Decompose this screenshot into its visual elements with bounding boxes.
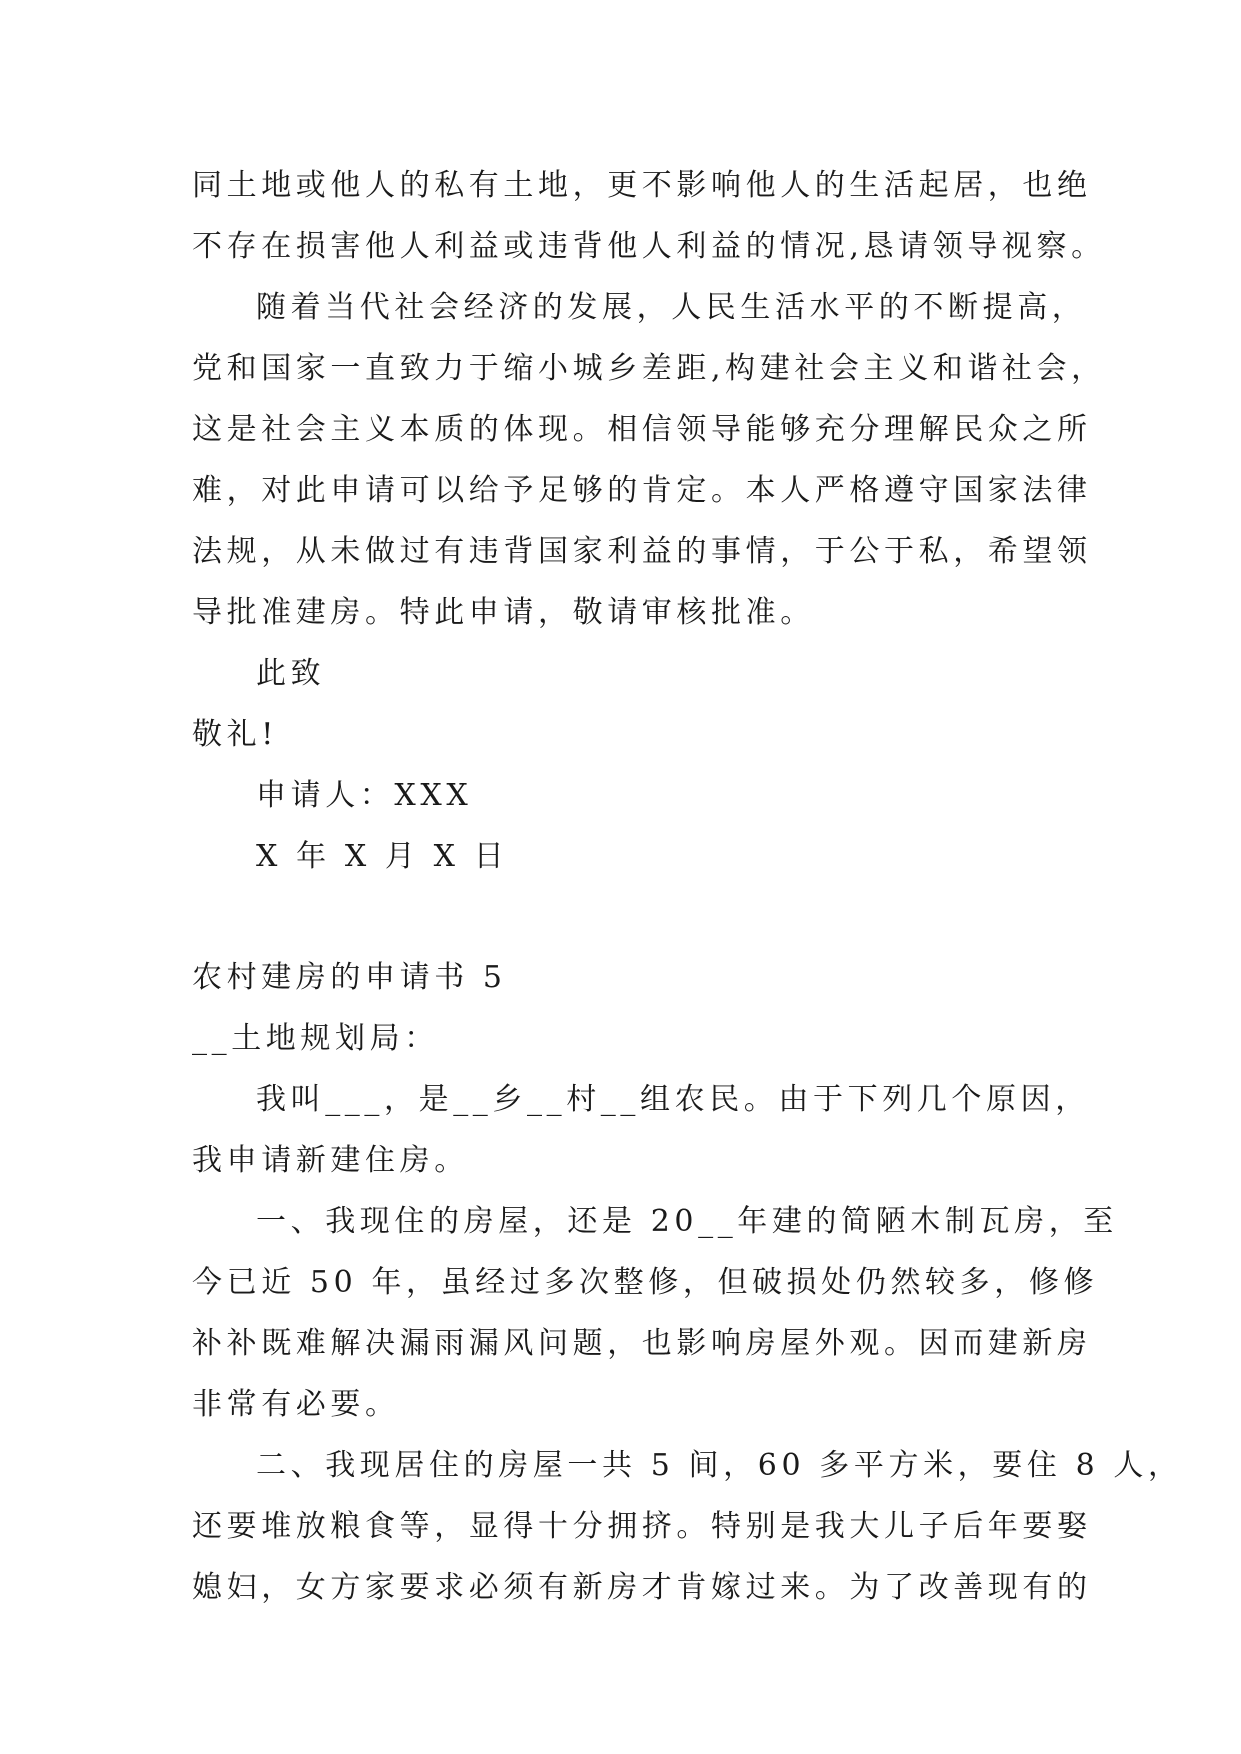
regards: 敬礼! (192, 717, 278, 752)
body-line: 今已近 50 年，虽经过多次整修，但破损处仍然较多，修修 (192, 1265, 1099, 1300)
section-title: 农村建房的申请书 5 (192, 960, 507, 995)
body-line: 同土地或他人的私有土地，更不影响他人的生活起居，也绝 (192, 168, 1092, 203)
applicant-line: 申请人：XXX (256, 778, 473, 813)
body-line: 还要堆放粮食等，显得十分拥挤。特别是我大儿子后年要娶 (192, 1509, 1092, 1544)
paragraph-start-line: 随着当代社会经济的发展，人民生活水平的不断提高， (256, 290, 1087, 325)
addressee-line: __土地规划局： (192, 1021, 439, 1056)
paragraph-start-line: 我叫___，是__乡__村__组农民。由于下列几个原因， (256, 1082, 1090, 1117)
body-line: 补补既难解决漏雨漏风问题，也影响房屋外观。因而建新房 (192, 1326, 1092, 1361)
paragraph-start-line: 二、我现居住的房屋一共 5 间，60 多平方米，要住 8 人， (256, 1448, 1183, 1483)
paragraph-start-line: 一、我现住的房屋，还是 20__年建的简陋木制瓦房，至 (256, 1204, 1118, 1239)
body-line: 非常有必要。 (192, 1387, 400, 1422)
salutation: 此致 (256, 656, 326, 691)
body-line: 我申请新建住房。 (192, 1143, 469, 1178)
body-line: 党和国家一直致力于缩小城乡差距,构建社会主义和谐社会， (192, 351, 1106, 386)
date-line: X 年 X 月 X 日 (256, 839, 509, 874)
body-line: 难，对此申请可以给予足够的肯定。本人严格遵守国家法律 (192, 473, 1092, 508)
body-line: 这是社会主义本质的体现。相信领导能够充分理解民众之所 (192, 412, 1092, 447)
body-line: 导批准建房。特此申请，敬请审核批准。 (192, 595, 815, 630)
body-line: 不存在损害他人利益或违背他人利益的情况,恳请领导视察。 (192, 229, 1106, 264)
body-line: 媳妇，女方家要求必须有新房才肯嫁过来。为了改善现有的 (192, 1570, 1092, 1605)
body-line: 法规，从未做过有违背国家利益的事情，于公于私，希望领 (192, 534, 1092, 569)
